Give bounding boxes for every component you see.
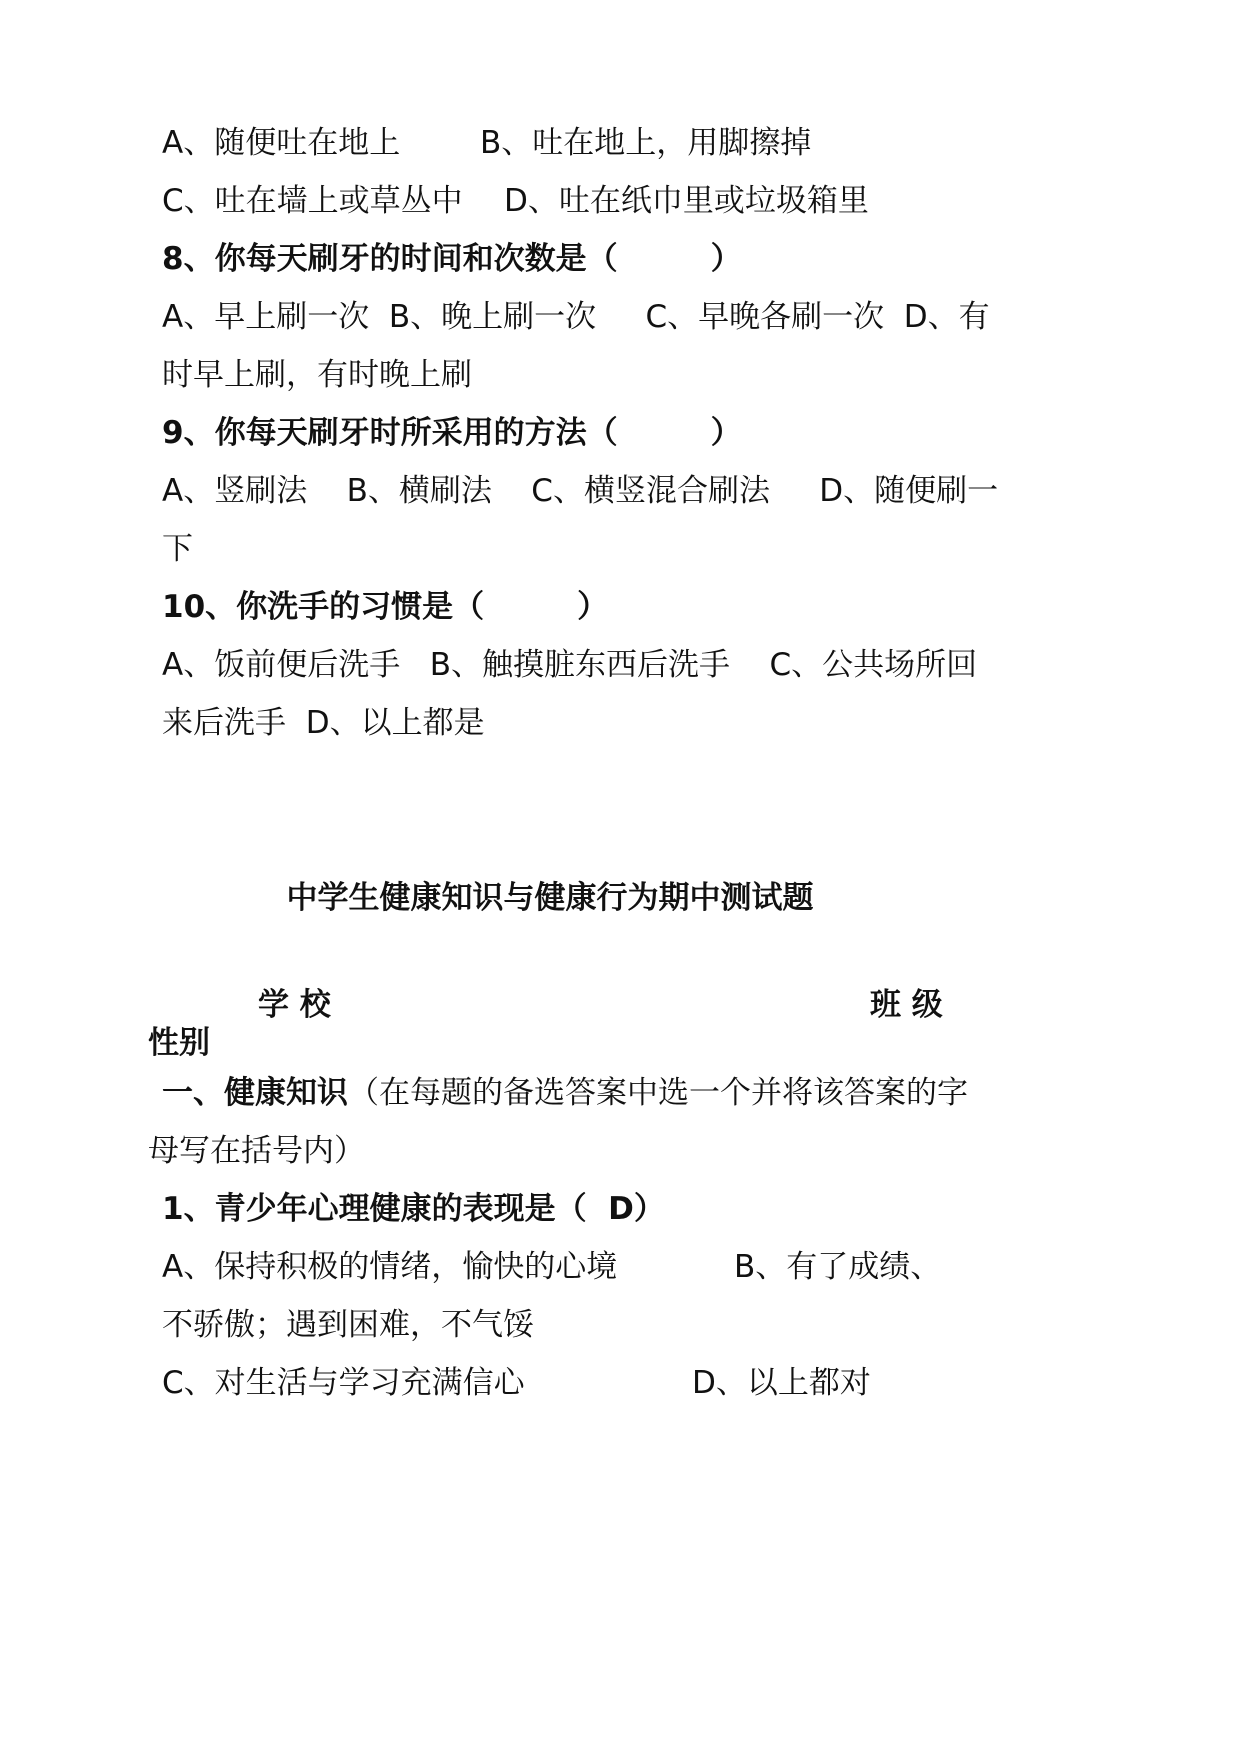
section-heading: 一、健康知识 [162, 1075, 348, 1111]
option-c: C、对生活与学习充满信心 [162, 1365, 525, 1401]
question-text: 8、你每天刷牙的时间和次数是（ ） [162, 241, 742, 277]
school-label: 学 校 [258, 987, 331, 1023]
option-a: A、随便吐在地上 [162, 125, 401, 161]
option-a: A、保持积极的情绪，愉快的心境 [162, 1249, 618, 1285]
options-line: A、竖刷法 B、横刷法 C、横竖混合刷法 D、随便刷一 [162, 473, 999, 509]
option-c: C、吐在墙上或草丛中 [162, 183, 463, 219]
option-d: D、吐在纸巾里或垃圾箱里 [504, 183, 869, 219]
option-d: D、以上都对 [692, 1365, 871, 1401]
question-text: 1、青少年心理健康的表现是（ D） [162, 1191, 665, 1227]
option-b: B、吐在地上，用脚擦掉 [480, 125, 812, 161]
section-instruction: （在每题的备选答案中选一个并将该答案的字 [348, 1075, 968, 1111]
options-line: 时早上刷，有时晚上刷 [162, 357, 472, 393]
section-heading-line [162, 1073, 968, 1113]
options-line: 来后洗手 D、以上都是 [162, 705, 485, 741]
gender-label: 性别 [148, 1025, 210, 1061]
options-line: 下 [162, 531, 193, 567]
question-text: 10、你洗手的习惯是（ ） [162, 589, 609, 625]
section-instruction-cont: 母写在括号内） [148, 1133, 365, 1169]
options-line: A、早上刷一次 B、晚上刷一次 C、早晚各刷一次 D、有 [162, 299, 990, 335]
option-b: B、有了成绩、 [734, 1249, 942, 1285]
exam-title: 中学生健康知识与健康行为期中测试题 [286, 880, 814, 916]
class-label: 班 级 [870, 987, 943, 1023]
options-line: A、饭前便后洗手 B、触摸脏东西后洗手 C、公共场所回 [162, 647, 978, 683]
option-b-cont: 不骄傲；遇到困难，不气馁 [162, 1307, 534, 1343]
question-text: 9、你每天刷牙时所采用的方法（ ） [162, 415, 742, 451]
